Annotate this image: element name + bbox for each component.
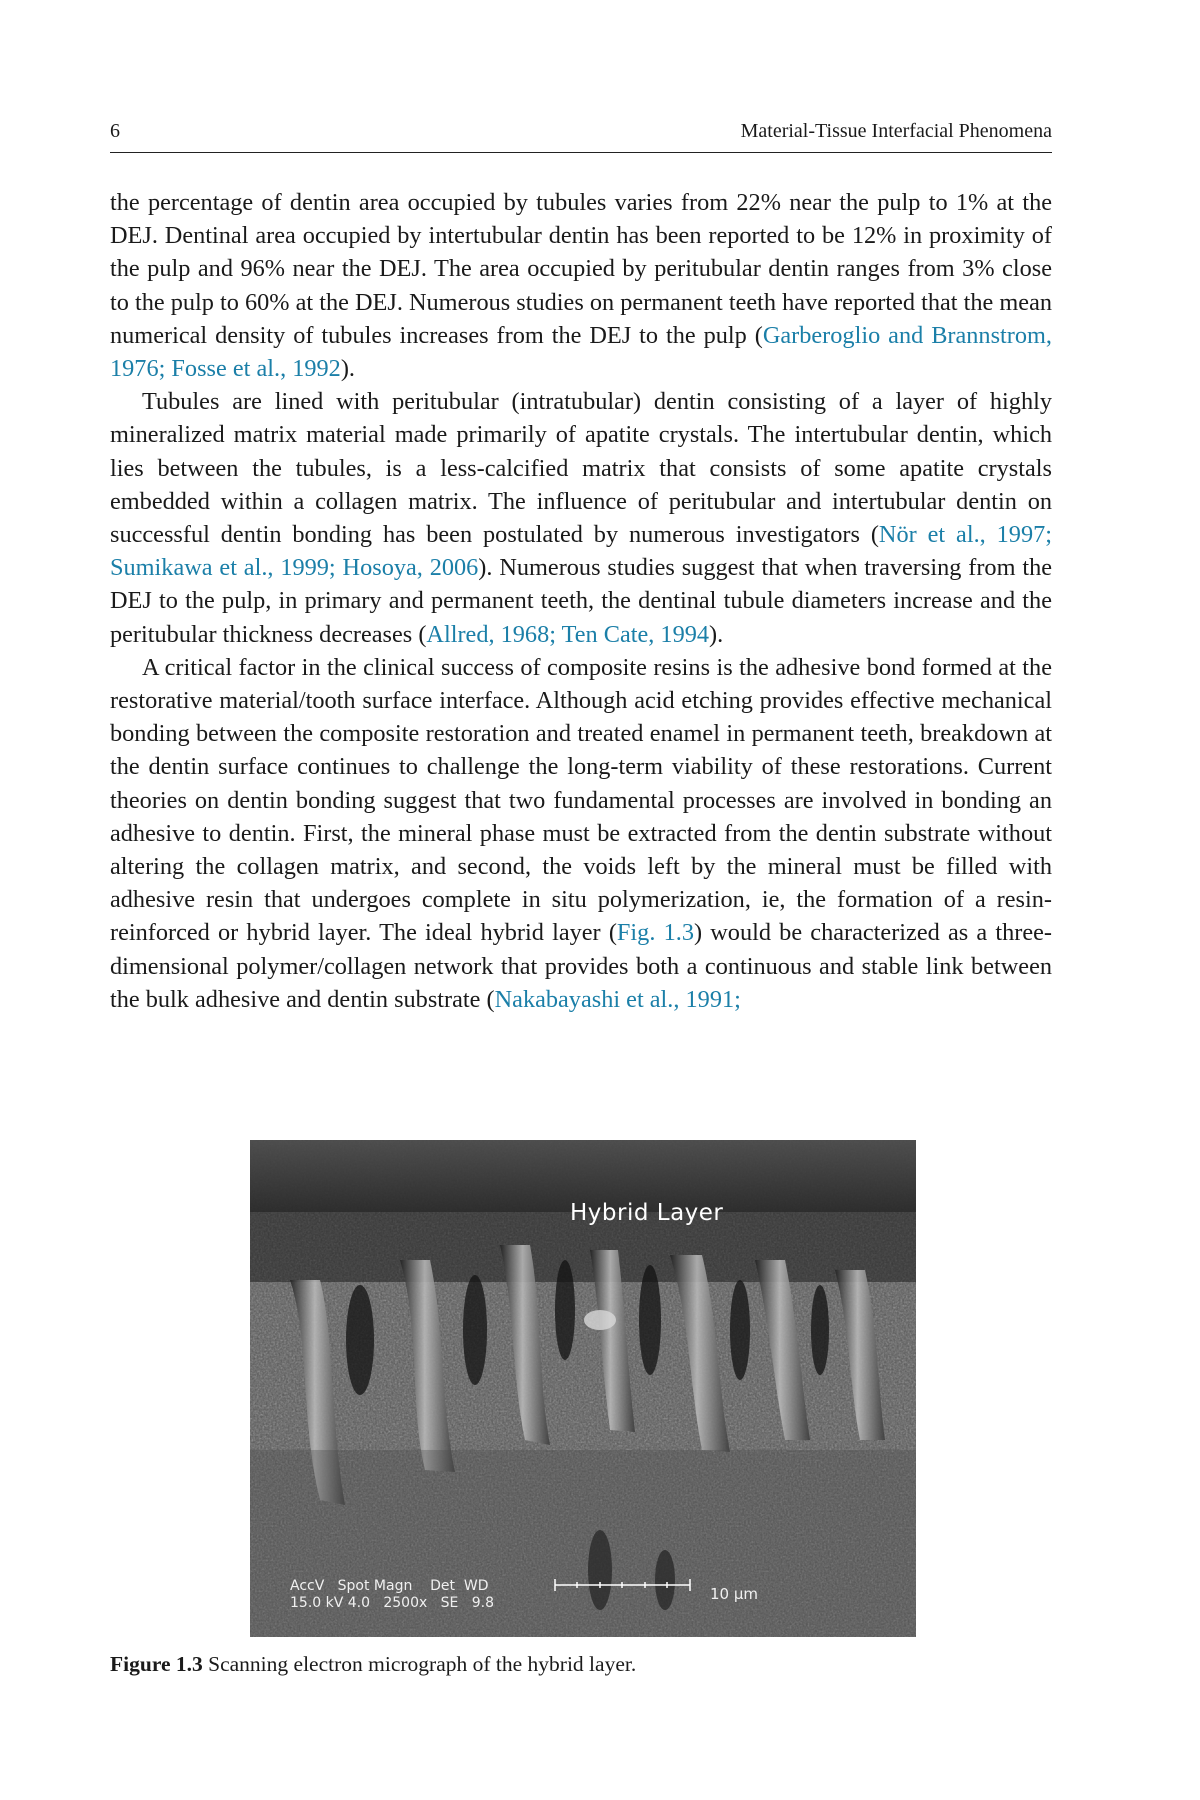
figure-reference-link[interactable]: Fig. 1.3: [616, 919, 694, 947]
paragraph-2: [110, 385, 1052, 651]
caption-text: Scanning electron micrograph of the hybrid layer.: [208, 1652, 637, 1676]
paragraph-1: [110, 186, 1052, 385]
text-span: A critical factor in the clinical success of composite resins is the adhesive bond formed at the restorative material/tooth surface interface. Although acid etching provides effective mechanical bonding between the composite restoration and treated enamel in permanent teeth, breakdown at the dentin surface continues to challenge the long-term viability of these restorations. Current theories on dentin bonding suggest that two fundamental processes are involved in bonding an adhesive to dentin. First, the mineral phase must be extracted from the dentin substrate without altering the collagen matrix, and second, the voids left by the mineral must be filled with adhesive resin that undergoes complete in situ polymerization, ie, the formation of a resinreinforced or hybrid layer. The ideal hybrid layer (: [110, 653, 1052, 947]
text-span: ).: [709, 620, 724, 648]
paragraph-3: [110, 651, 1052, 1016]
sem-micrograph: [250, 1140, 916, 1637]
citation-link[interactable]: Nakabayashi et al., 1991;: [494, 985, 741, 1013]
citation-link[interactable]: Nör et al., 1997; Sumikawa et al., 1999; Hosoya, 2006: [110, 521, 1052, 582]
figure-caption: [110, 1652, 636, 1677]
page-number: 6: [110, 120, 120, 142]
text-span: ) would be characterized as a three-dimensional polymer/collagen network that provides both a continuous and stable link between the bulk adhesive and dentin substrate (: [110, 919, 1052, 1013]
text-span: Tubules are lined with peritubular (intratubular) dentin consisting of a layer of highly mineralized matrix material made primarily of apatite crystals. The intertubular dentin, which lies between the tubules, is a less-calcified matrix that consists of some apatite crystals embedded within a collagen matrix. The influence of peritubular and intertubular dentin on successful dentin bonding has been postulated by numerous investigators (: [110, 388, 1052, 549]
running-title: Material-Tissue Interfacial Phenomena: [740, 120, 1052, 142]
scale-bar-label: 10 µm: [710, 1585, 759, 1603]
text-span: ).: [340, 355, 355, 383]
text-span: ). Numerous studies suggest that when traversing from the DEJ to the pulp, in primary and permanent teeth, the dentinal tubule diameters increase and the peritubular thickness decreases (: [110, 554, 1052, 648]
citation-link[interactable]: Garberoglio and Brannstrom, 1976; Fosse et al., 1992: [110, 321, 1052, 383]
hybrid-layer-label: Hybrid Layer: [570, 1200, 724, 1226]
running-header: [110, 112, 1052, 153]
figure-label: Figure 1.3: [110, 1652, 203, 1676]
body-text: [110, 186, 1052, 1016]
text-span: the percentage of dentin area occupied by tubules varies from 22% near the pulp to 1% at the DEJ. Dentinal area occupied by intertubular dentin has been reported to be 12% in proximity of the pulp and 96% near the DEJ. The area occupied by peritubular dentin ranges from 3% close to the pulp to 60% at the DEJ. Numerous studies on permanent teeth have reported that the mean numerical density of tubules increases from the DEJ to the pulp (: [110, 189, 1052, 349]
sem-data-bar: AccV Spot Magn Det WD 15.0 kV 4.0 2500x SE 9.8: [290, 1578, 494, 1611]
citation-link[interactable]: Allred, 1968; Ten Cate, 1994: [426, 620, 710, 648]
